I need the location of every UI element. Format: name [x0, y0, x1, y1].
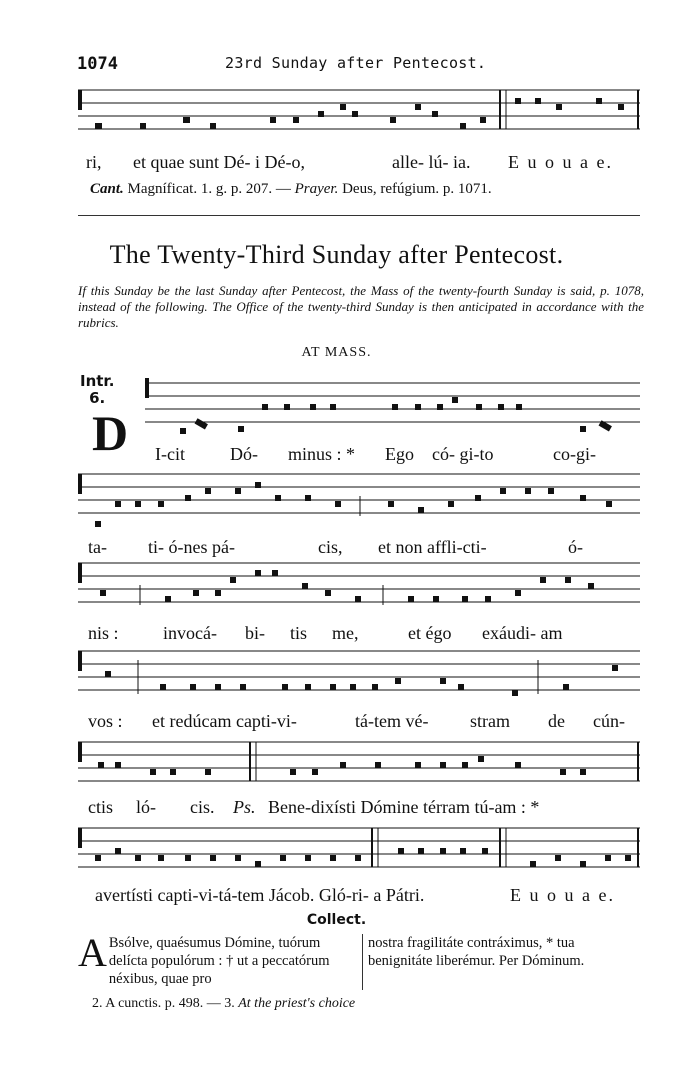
column-divider: [362, 934, 363, 990]
lyrics-2c: minus : *: [288, 444, 356, 464]
footnote: [92, 996, 355, 1012]
collect-right-column: nostra fragilitáte contráximus, * tua benignitáte liberémur. Per Dóminum.: [368, 935, 585, 969]
prayer-label: Prayer.: [294, 181, 339, 197]
lyrics-6b: ló-: [136, 797, 156, 817]
lyrics-3c: cis,: [318, 537, 343, 557]
collect-heading: Collect.: [306, 912, 367, 928]
lyrics-6a: ctis: [88, 797, 113, 817]
lyrics-2a: I-cit: [155, 444, 185, 464]
collect-initial: A: [78, 930, 107, 975]
footnote-italic: At the priest's choice: [238, 996, 356, 1011]
lyrics-3a: ta-: [88, 537, 107, 557]
lyrics-3b: ti- ó-nes pá-: [148, 537, 235, 557]
lyrics-5c: tá-tem vé-: [355, 711, 429, 731]
rubric: If this Sunday be the last Sunday after Pentecost, the Mass of the twenty-fourth Sunday is said, p. 1078, instead of the following. The Office of the twenty-third Sunday is then anticipated in accordance with the rubrics.: [78, 283, 644, 330]
lyrics-2e: có- gi-to: [432, 444, 494, 464]
lyrics-2b: Dó-: [230, 444, 258, 464]
lyrics-3d: et non affli-cti-: [378, 537, 487, 557]
lyrics-7a: avertísti capti-vi-tá-tem Jácob. Gló-ri- a Pátri.: [95, 885, 425, 905]
page-number: 1074: [77, 54, 118, 74]
cant-label: Cant.: [90, 181, 124, 197]
divider: [78, 215, 640, 216]
lyrics-1c: alle- lú- ia.: [392, 152, 471, 172]
introit-label: [80, 373, 114, 407]
lyrics-7b: E u o u a e.: [510, 885, 615, 905]
initial-letter: D: [92, 405, 129, 461]
lyrics-4e: me,: [332, 623, 359, 643]
intr-text: Intr.: [80, 372, 115, 390]
lyrics-4f: et égo: [408, 623, 452, 643]
lyrics-3e: ó-: [568, 537, 583, 557]
cant-text: Magníficat. 1. g. p. 207. —: [127, 181, 291, 197]
lyrics-1a: ri,: [86, 152, 102, 172]
prayer-text: Deus, refúgium. p. 1071.: [342, 181, 492, 197]
lyrics-5b: et redúcam capti-vi-: [152, 711, 297, 731]
lyrics-1b: et quae sunt Dé- i Dé-o,: [133, 152, 305, 172]
lyrics-4c: bi-: [245, 623, 265, 643]
lyrics-5a: vos :: [88, 711, 123, 731]
intr-mode: 6.: [89, 389, 106, 407]
lyrics-2d: Ego: [385, 444, 414, 464]
footnote-text: 2. A cunctis. p. 498. — 3.: [92, 996, 235, 1011]
lyrics-4a: nis :: [88, 623, 119, 643]
lyrics-5d: stram: [470, 711, 510, 731]
running-title: 23rd Sunday after Pentecost.: [225, 54, 487, 72]
lyrics-5e: de: [548, 711, 565, 731]
lyrics-4d: tis: [290, 623, 308, 643]
lyrics-5f: cún-: [593, 711, 625, 731]
lyrics-4g: exáudi- am: [482, 623, 563, 643]
lyrics-2f: co-gi-: [553, 444, 596, 464]
at-mass-heading: AT MASS.: [301, 345, 372, 360]
lyrics-6c: cis.: [190, 797, 215, 817]
collect-left-text: Bsólve, quaésumus Dómine, tuórum delícta populórum : † ut a peccatórum néxibus, quae pro: [108, 935, 330, 987]
collect-left-column: [78, 930, 358, 988]
lyrics-1d: E u o u a e.: [508, 152, 613, 172]
lyrics-4b: invocá-: [163, 623, 217, 643]
section-title: The Twenty-Third Sunday after Pentecost.: [109, 240, 564, 269]
canticle-line: [90, 181, 492, 198]
lyrics-6e: Bene-dixísti Dómine térram tú-am : *: [268, 797, 540, 817]
lyrics-6d: Ps.: [233, 797, 256, 817]
